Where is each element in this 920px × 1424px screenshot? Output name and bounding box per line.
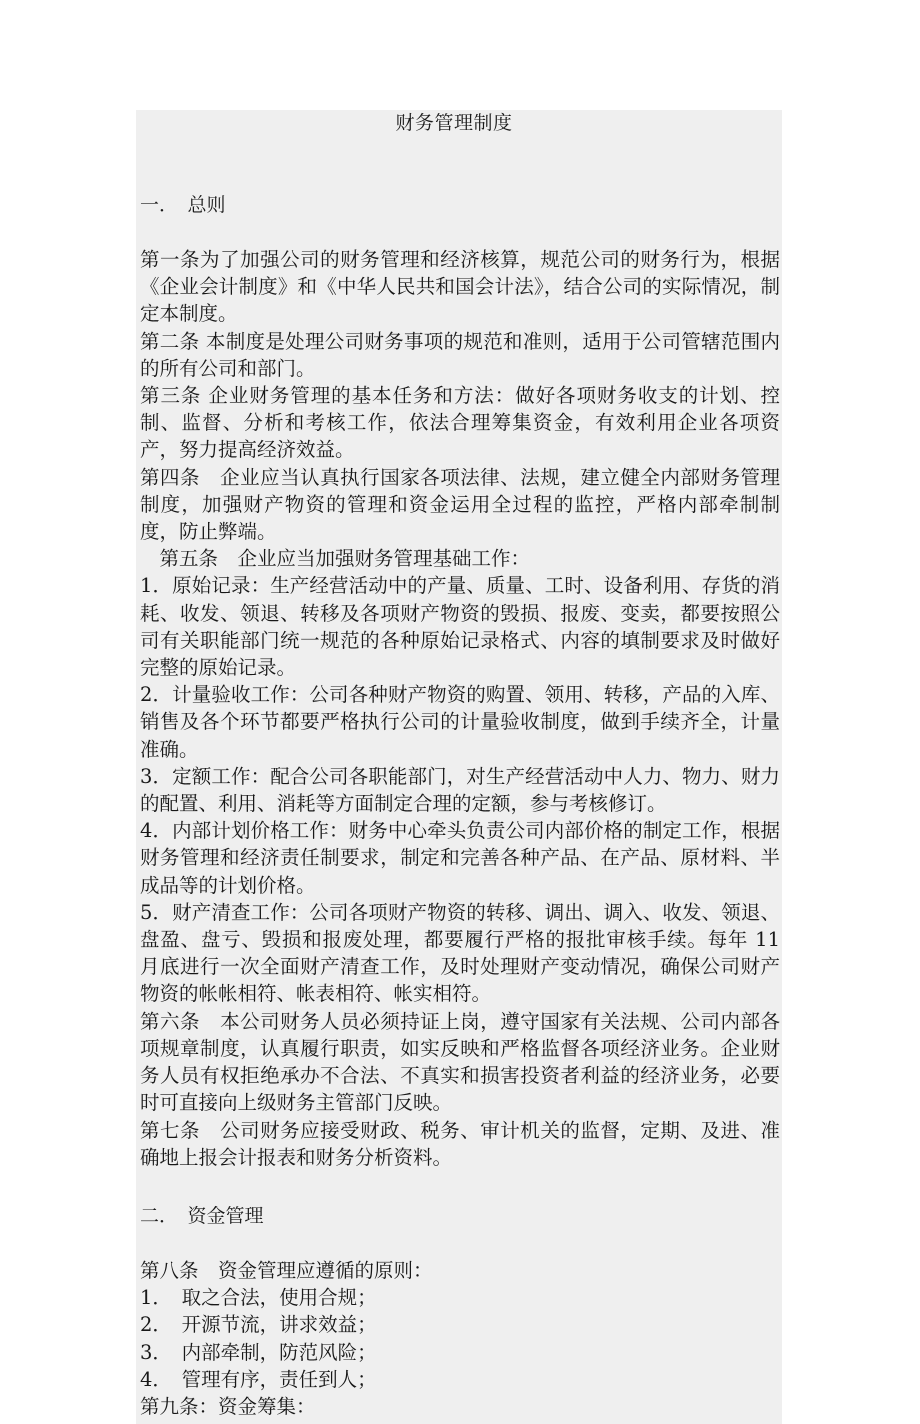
spacer-line <box>136 137 782 164</box>
list-item-internal-pricing: 4．内部计划价格工作：财务中心牵头负责公司内部价格的制定工作，根据财务管理和经济责任制要求，制定和完善各种产品、在产品、原材料、半成品等的计划价格。 <box>140 819 780 897</box>
section-body-fund-management <box>136 1257 782 1424</box>
paragraph-article-8: 第八条 资金管理应遵循的原则： <box>140 1258 433 1282</box>
list-item-internal-control: 3． 内部牵制，防范风险； <box>140 1340 377 1364</box>
paragraph-article-9: 第九条：资金筹集： <box>140 1394 316 1418</box>
spacer-line <box>136 219 782 246</box>
document-content-block <box>136 110 782 1424</box>
paragraph-article-4: 第四条 企业应当认真执行国家各项法律、法规，建立健全内部财务管理制度，加强财产物资的管理和资金运用全过程的监控，严格内部牵制制度，防止弊端。 <box>140 465 780 544</box>
paragraph-article-3: 第三条 企业财务管理的基本任务和方法：做好各项财务收支的计划、控制、监督、分析和考核工作，依法合理筹集资金，有效利用企业各项资产，努力提高经济效益。 <box>140 384 780 462</box>
paragraph-article-6: 第六条 本公司财务人员必须持证上岗，遵守国家有关法规、公司内部各项规章制度，认真履行职责，如实反映和严格监督各项经济业务。企业财务人员有权拒绝承办不合法、不真实和损害投资者利益的经济业务，必要时可直接向上级财务主管部门反映。 <box>140 1009 780 1115</box>
paragraph-article-1: 第一条为了加强公司的财务管理和经济核算，规范公司的财务行为，根据《企业会计制度》和《中华人民共和国会计法》，结合公司的实际情况，制定本制度。 <box>140 248 780 326</box>
paragraph-article-5: 第五条 企业应当加强财务管理基础工作： <box>140 547 531 571</box>
list-item-lawful-acquisition: 1． 取之合法，使用合规； <box>140 1286 377 1310</box>
spacer-line <box>136 1175 782 1202</box>
list-item-original-records: 1．原始记录：生产经营活动中的产量、质量、工时、设备利用、存货的消耗、收发、领退、转移及各项财产物资的毁损、报废、变卖，都要按照公司有关职能部门统一规范的各种原始记录格式、内容的填制要求及时做好完整的原始记录。 <box>140 574 780 680</box>
list-item-quota-work: 3．定额工作：配合公司各职能部门，对生产经营活动中人力、物力、财力的配置、利用、消耗等方面制定合理的定额，参与考核修订。 <box>140 764 780 816</box>
page-title: 财务管理制度 <box>395 112 513 134</box>
spacer-line <box>136 1230 782 1257</box>
list-item-orderly-management: 4． 管理有序，责任到人； <box>140 1367 377 1391</box>
list-item-measurement-acceptance: 2．计量验收工作：公司各种财产物资的购置、领用、转移，产品的入库、销售及各个环节都要严格执行公司的计量验收制度，做到手续齐全，计量准确。 <box>140 683 780 761</box>
list-item-property-inventory: 5．财产清查工作：公司各项财产物资的转移、调出、调入、收发、领退、盘盈、盘亏、毁损和报废处理，都要履行严格的报批审核手续。每年 11 月底进行一次全面财产清查工作，及时处理财产变动情况，确保公司财产物资的帐帐相符、帐表相符、帐实相符。 <box>140 900 780 1006</box>
section-heading-general-principles: 一． 总则 <box>140 194 226 216</box>
spacer-line <box>136 164 782 191</box>
section-body-general-principles <box>136 246 782 1175</box>
paragraph-article-2: 第二条 本制度是处理公司财务事项的规范和准则，适用于公司管辖范围内的所有公司和部门。 <box>140 329 780 380</box>
section-heading-fund-management: 二． 资金管理 <box>140 1204 264 1227</box>
paragraph-article-7: 第七条 公司财务应接受财政、税务、审计机关的监督，定期、及进、准确地上报会计报表和财务分析资料。 <box>140 1118 780 1169</box>
list-item-cost-efficiency: 2． 开源节流，讲求效益； <box>140 1313 377 1337</box>
